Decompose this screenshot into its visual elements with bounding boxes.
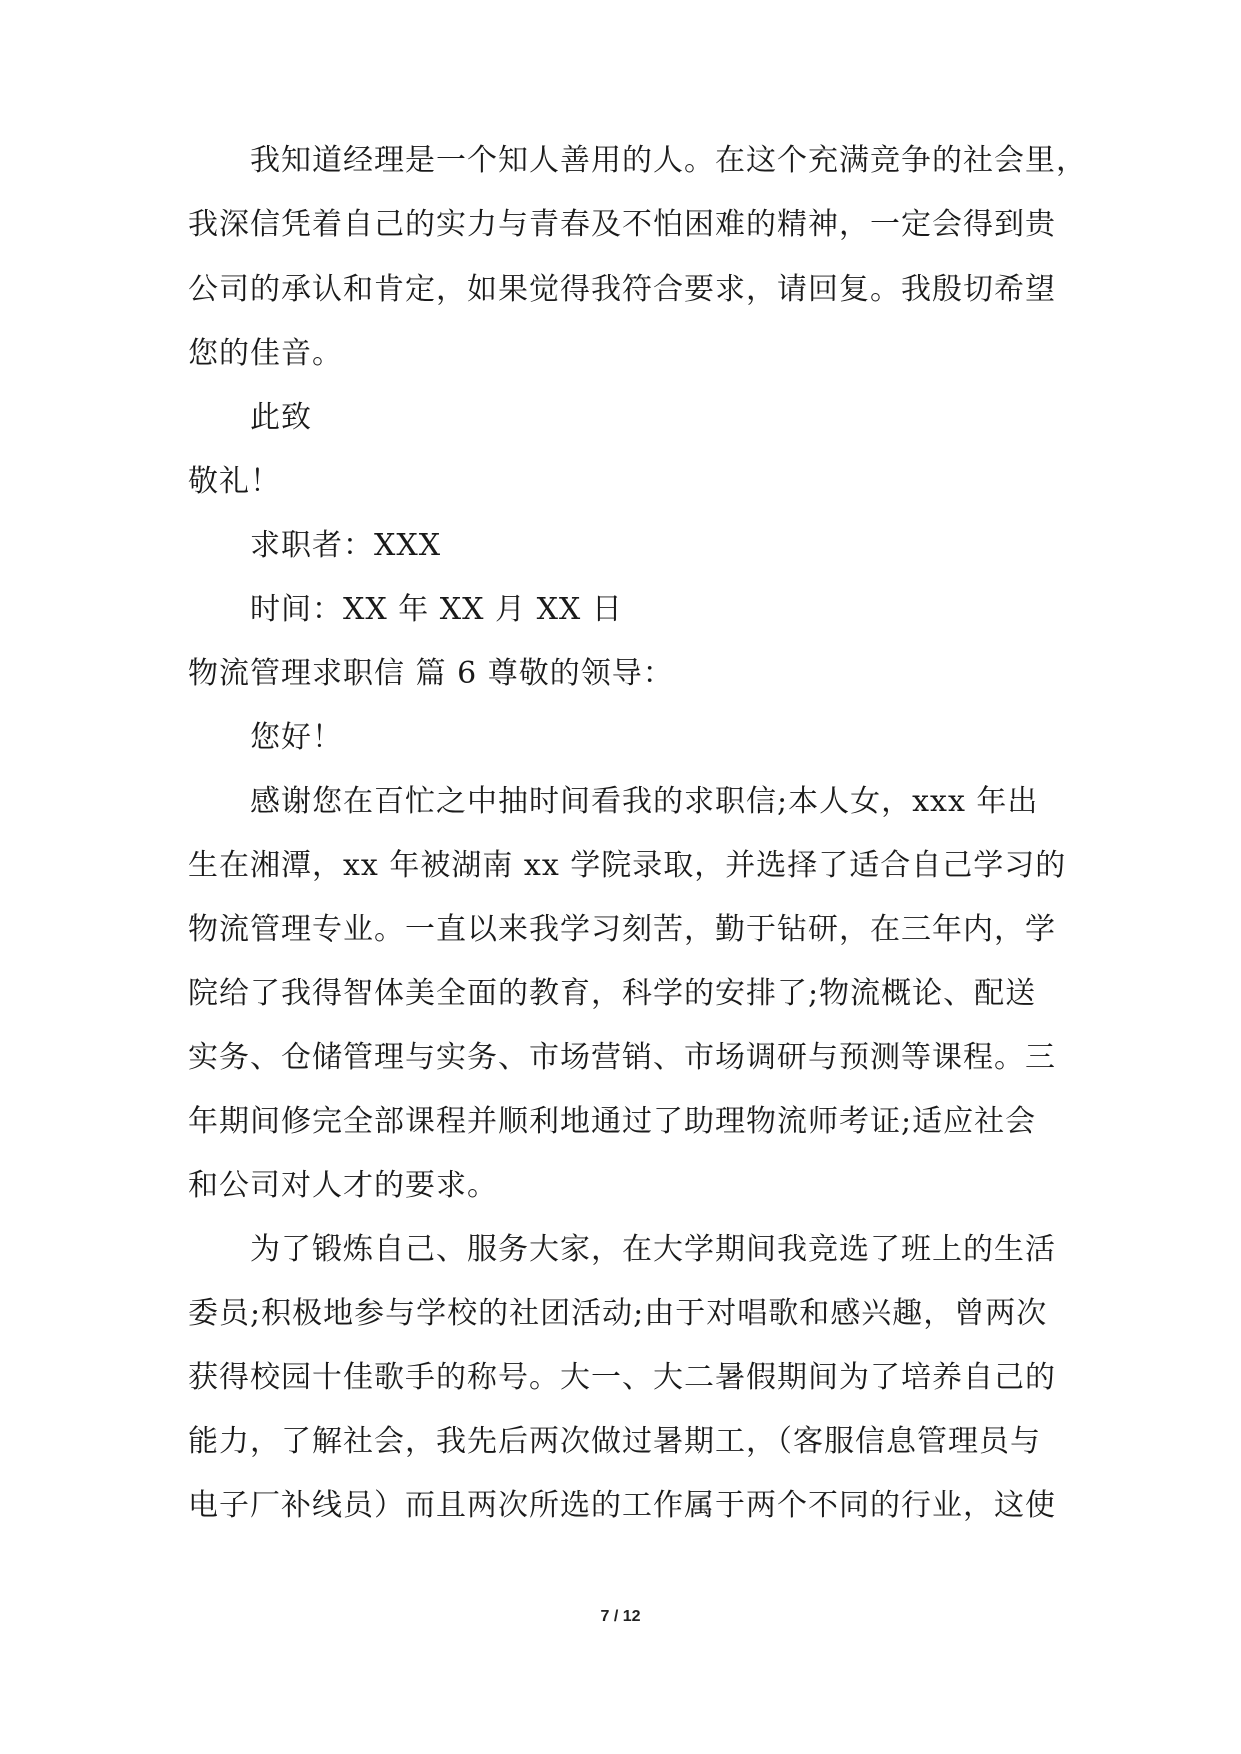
text-line: 公司的承认和肯定，如果觉得我符合要求，请回复。我殷切希望	[188, 272, 1056, 307]
text-line: 能力，了解社会，我先后两次做过暑期工，（客服信息管理员与	[188, 1424, 1041, 1459]
text-line: 实务、仓储管理与实务、市场营销、市场调研与预测等课程。三	[188, 1040, 1056, 1075]
page-number: 7 / 12	[600, 1608, 641, 1625]
text-line: 我知道经理是一个知人善用的人。在这个充满竞争的社会里，	[250, 143, 1087, 178]
date-line: 时间：XX 年 XX 月 XX 日	[250, 592, 623, 627]
text-line: 获得校园十佳歌手的称号。大一、大二暑假期间为了培养自己的	[188, 1360, 1056, 1395]
text-line: 年期间修完全部课程并顺利地通过了助理物流师考证;适应社会	[188, 1104, 1037, 1139]
text-line: 物流管理专业。一直以来我学习刻苦，勤于钻研，在三年内，学	[188, 912, 1056, 947]
text-line: 院给了我得智体美全面的教育，科学的安排了;物流概论、配送	[188, 976, 1037, 1011]
text-line: 为了锻炼自己、服务大家，在大学期间我竞选了班上的生活	[250, 1232, 1056, 1267]
salutation-line: 此致	[250, 400, 312, 435]
text-line: 我深信凭着自己的实力与青春及不怕困难的精神，一定会得到贵	[188, 207, 1056, 242]
text-line: 生在湘潭，xx 年被湖南 xx 学院录取，并选择了适合自己学习的	[188, 848, 1067, 883]
greeting-line: 您好！	[250, 720, 343, 755]
text-line: 感谢您在百忙之中抽时间看我的求职信;本人女，xxx 年出	[250, 784, 1039, 819]
text-line: 和公司对人才的要求。	[188, 1168, 498, 1203]
text-line: 委员;积极地参与学校的社团活动;由于对唱歌和感兴趣，曾两次	[188, 1296, 1048, 1331]
text-line: 您的佳音。	[188, 336, 343, 371]
signature-line: 求职者：XXX	[250, 528, 442, 563]
salutation-line: 敬礼！	[188, 464, 281, 499]
text-line: 电子厂补线员）而且两次所选的工作属于两个不同的行业，这使	[188, 1488, 1056, 1523]
section-heading: 物流管理求职信 篇 6 尊敬的领导：	[188, 656, 674, 691]
